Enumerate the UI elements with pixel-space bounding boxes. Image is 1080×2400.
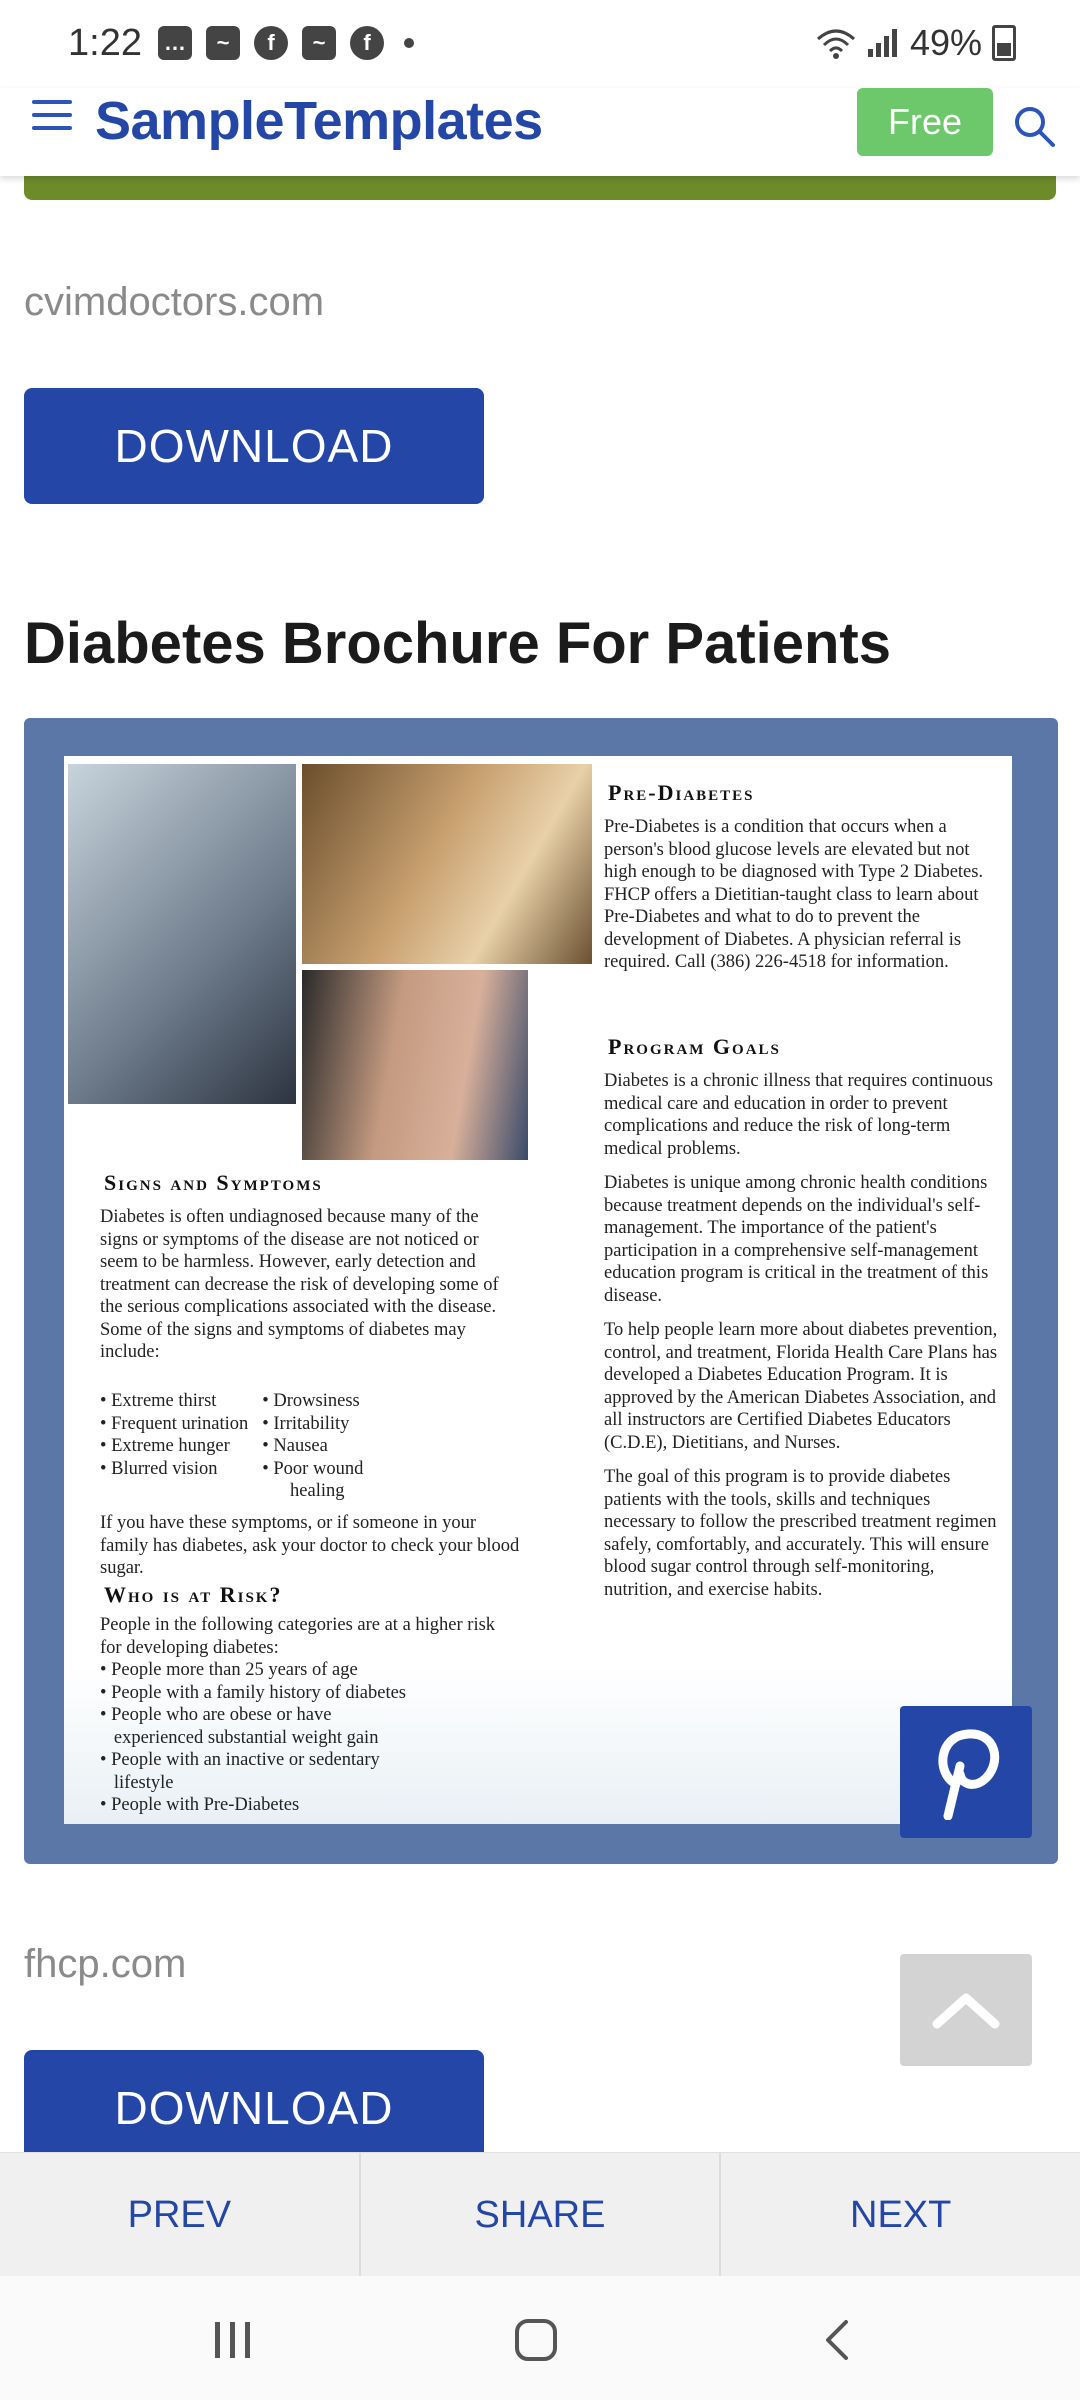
risk-text: People in the following categories are at a higher risk for developing diabetes: xyxy=(100,1615,496,1658)
pinterest-icon xyxy=(926,1724,1006,1820)
menu-icon[interactable] xyxy=(32,100,72,134)
program-goals-paragraph: Diabetes is unique among chronic health conditions because treatment depends on the individual's self-management. The importance of the patient's participation in a comprehensive self-management education program is critical in the treatment of this disease. xyxy=(604,1173,989,1306)
scroll-to-top-button[interactable] xyxy=(900,1954,1032,2066)
recent-apps-icon[interactable] xyxy=(212,2320,254,2360)
pre-diabetes-text: Pre-Diabetes is a condition that occurs when a person's blood glucose levels are elevated but not high enough to be diagnosed with Type 2 Diabetes. FHCP offers a Dietitian-taught class to learn about Pre-Diabetes and what to do to prevent the development of Diabetes. A physician referral is required. Call (386) 226-4518 for information. xyxy=(604,817,984,972)
status-indicators xyxy=(816,22,1016,64)
source-link: cvimdoctors.com xyxy=(24,280,325,324)
download-button[interactable]: DOWNLOAD xyxy=(24,2050,484,2166)
brochure-page xyxy=(64,756,1012,1824)
brochure-image[interactable] xyxy=(24,718,1058,1864)
source-link: fhcp.com xyxy=(24,1942,187,1986)
free-button[interactable]: Free xyxy=(857,88,993,156)
app-icon: ~ xyxy=(206,26,240,60)
symptoms-column: • Drowsiness • Irritability • Nausea • Poor wound healing xyxy=(262,1391,364,1501)
dot-icon xyxy=(404,38,414,48)
chevron-up-icon xyxy=(931,1990,1001,2030)
download-button[interactable]: DOWNLOAD xyxy=(24,388,484,504)
program-goals-paragraph: To help people learn more about diabetes prevention, control, and treatment, Florida Health Care Plans has developed a Diabetes Education Program. It is approved by the American Diabetes Association, and all instructors are Certified Diabetes Educators (C.D.E), Dietitians, and Nurses. xyxy=(604,1320,998,1453)
bottom-navigation xyxy=(0,2152,1080,2277)
facebook-icon: f xyxy=(254,26,288,60)
status-time: 1:22 xyxy=(68,22,142,64)
battery-icon xyxy=(992,25,1016,61)
home-icon[interactable] xyxy=(514,2318,558,2362)
notification-icons xyxy=(158,26,414,60)
program-goals-text xyxy=(604,1070,1004,1613)
site-logo[interactable]: SampleTemplates xyxy=(95,91,543,151)
insulin-photo xyxy=(300,968,530,1162)
risk-list: • People more than 25 years of age • People with a family history of diabetes • People who are obese or have experienced substantial weight gain • People with an inactive or sedentary lifestyle • People with Pre-Diabetes xyxy=(100,1660,407,1815)
program-goals-paragraph: The goal of this program is to provide diabetes patients with the tools, skills and techniques necessary to follow the prescribed treatment regimen safely, comfortably, and accurately. This will ensure blood sugar control through self-monitoring, nutrition, and exercise habits. xyxy=(604,1467,997,1600)
signal-icon xyxy=(866,27,900,59)
couple-photo xyxy=(300,762,594,966)
share-button[interactable]: SHARE xyxy=(361,2153,722,2277)
symptoms-column: • Extreme thirst • Frequent urination • Extreme hunger • Blurred vision xyxy=(100,1391,249,1479)
doctor-photo xyxy=(66,762,298,1106)
status-bar xyxy=(0,0,1080,88)
section-title: Diabetes Brochure For Patients xyxy=(24,611,891,676)
risk-heading: Who is at Risk? xyxy=(104,1582,283,1607)
next-button[interactable]: NEXT xyxy=(850,2193,952,2236)
wifi-icon xyxy=(816,27,856,59)
system-navigation-bar xyxy=(0,2276,1080,2400)
previous-template-image xyxy=(24,176,1056,200)
signs-text: Diabetes is often undiagnosed because many of the signs or symptoms of the disease are not noticed or seem to be harmless. However, early detection and treatment can decrease the risk of developing some of the serious complications associated with the disease. Some of the signs and symptoms of diabetes may include: xyxy=(100,1207,499,1362)
program-goals-paragraph: Diabetes is a chronic illness that requires continuous medical care and education in order to prevent complications and reduce the risk of long-term medical problems. xyxy=(604,1071,993,1159)
app-icon: ~ xyxy=(302,26,336,60)
signs-footer: If you have these symptoms, or if someone in your family has diabetes, ask your doctor to check your blood sugar. xyxy=(100,1513,520,1578)
pinterest-button[interactable] xyxy=(900,1706,1032,1838)
prev-button[interactable]: PREV xyxy=(0,2153,361,2277)
battery-percent: 49% xyxy=(909,22,982,63)
message-icon: … xyxy=(158,26,192,60)
symptoms-list xyxy=(100,1390,363,1503)
back-icon[interactable] xyxy=(822,2318,852,2362)
signs-heading: Signs and Symptoms xyxy=(104,1170,323,1195)
program-goals-heading: Program Goals xyxy=(608,1034,781,1059)
facebook-icon: f xyxy=(350,26,384,60)
search-icon[interactable] xyxy=(1012,104,1056,148)
pre-diabetes-heading: Pre-Diabetes xyxy=(608,780,755,805)
